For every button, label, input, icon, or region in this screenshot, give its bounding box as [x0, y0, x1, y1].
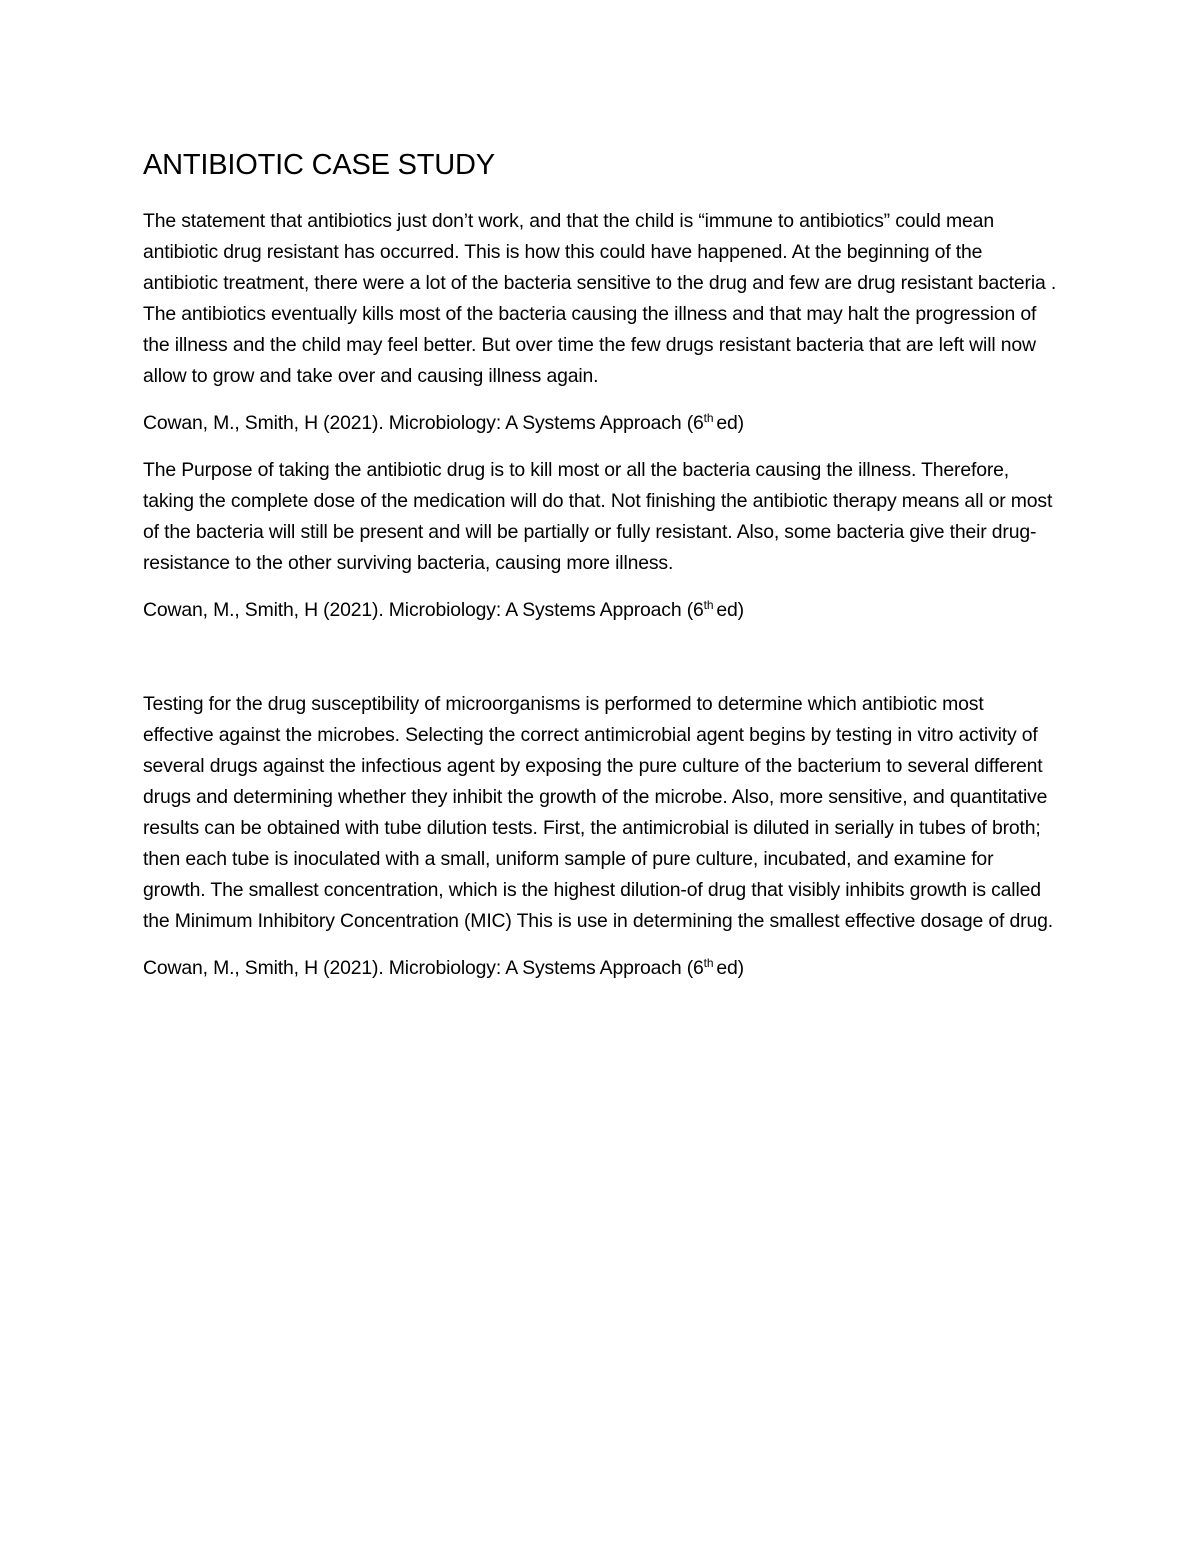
citation [143, 595, 1058, 626]
citation-text-end: ed) [716, 412, 744, 434]
citation-superscript: th [703, 597, 714, 612]
citation-superscript: th [703, 955, 714, 970]
paragraph-antibiotic-resistance: The statement that antibiotics just don’t work, and that the child is “immune to antibiotics” could mean antibiotic drug resistant has occurred. This is how this could have happened. At the beginning of the antibiotic treatment, there were a lot of the bacteria sensitive to the drug and few are drug resistant bacteria . The antibiotics eventually kills most of the bacteria causing the illness and that may halt the progression of the illness and the child may feel better. But over time the few drugs resistant bacteria that are left will now allow to grow and take over and causing illness again. [143, 210, 1057, 387]
citation [143, 953, 1058, 984]
paragraph-drug-susceptibility-testing: Testing for the drug susceptibility of microorganisms is performed to determine which antibiotic most effective against the microbes. Selecting the correct antimicrobial agent begins by testing in vitro activity of several drugs against the infectious agent by exposing the pure culture of the bacterium to several different drugs and determining whether they inhibit the growth of the microbe. Also, more sensitive, and quantitative results can be obtained with tube dilution tests. First, the antimicrobial is diluted in serially in tubes of broth; then each tube is inoculated with a small, uniform sample of pure culture, incubated, and examine for growth. The smallest concentration, which is the highest dilution-of drug that visibly inhibits growth is called the Minimum Inhibitory Concentration (MIC) This is use in determining the smallest effective dosage of drug. [143, 693, 1053, 932]
citation-text: Cowan, M., Smith, H (2021). Microbiology: A Systems Approach (6 [143, 599, 704, 621]
citation-text: Cowan, M., Smith, H (2021). Microbiology: A Systems Approach (6 [143, 957, 704, 979]
document-page [143, 146, 1058, 1000]
citation-text-end: ed) [716, 599, 744, 621]
document-title: ANTIBIOTIC CASE STUDY [143, 149, 495, 181]
blank-line [143, 642, 1058, 689]
citation-superscript: th [703, 410, 714, 425]
citation-text-end: ed) [716, 957, 744, 979]
citation-text: Cowan, M., Smith, H (2021). Microbiology: A Systems Approach (6 [143, 412, 704, 434]
paragraph-purpose-of-antibiotics: The Purpose of taking the antibiotic drug is to kill most or all the bacteria causing the illness. Therefore, taking the complete dose of the medication will do that. Not finishing the antibiotic therapy means all or most of the bacteria will still be present and will be partially or fully resistant. Also, some bacteria give their drug-resistance to the other surviving bacteria, causing more illness. [143, 459, 1053, 574]
citation [143, 408, 1058, 439]
